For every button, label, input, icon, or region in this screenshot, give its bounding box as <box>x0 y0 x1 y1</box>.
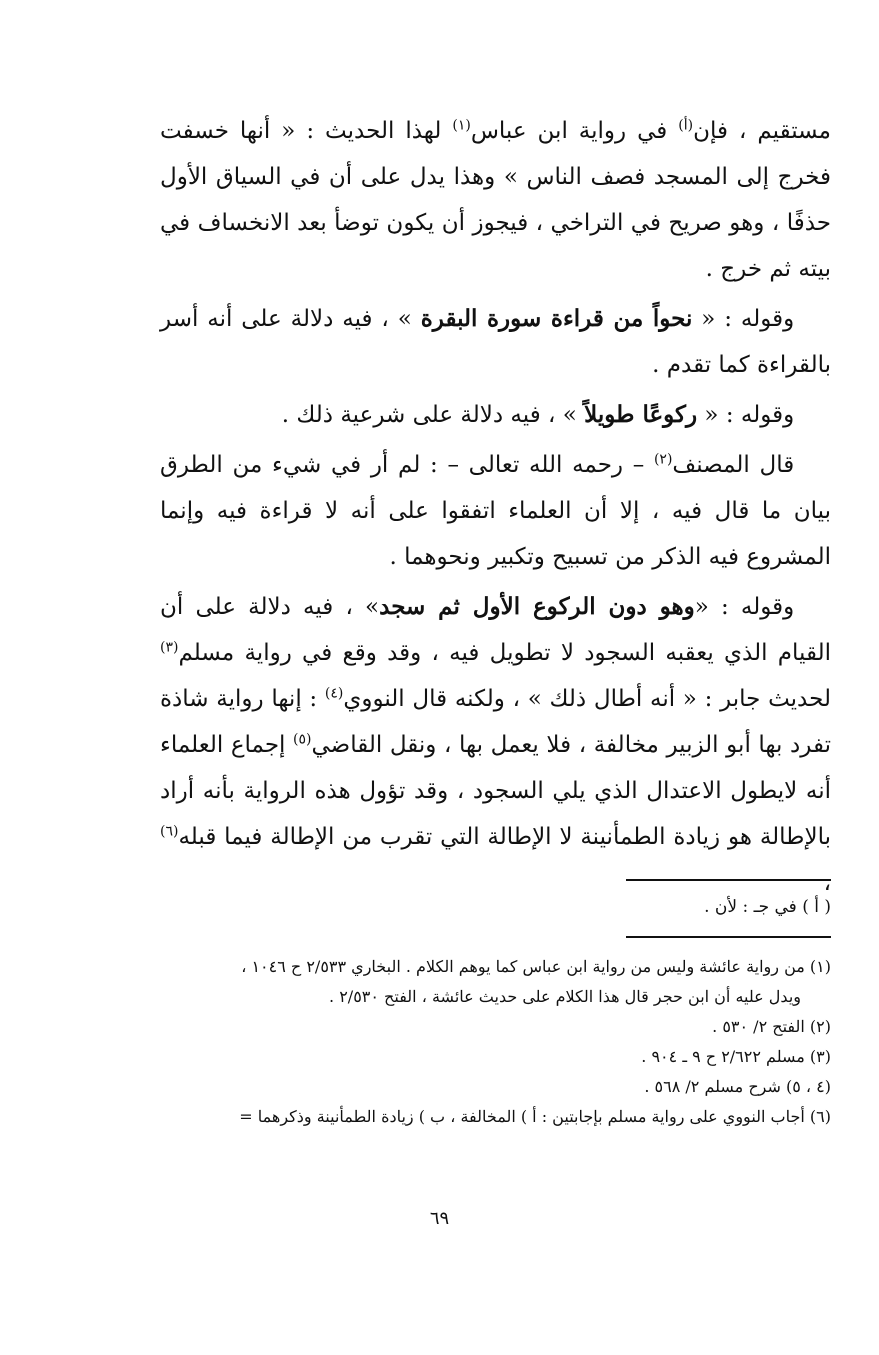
footnote-divider <box>626 879 831 881</box>
editor-note-ref: (أ) <box>678 117 694 134</box>
footnote-1: (١) من رواية عائشة وليس من رواية ابن عباس كما يوهم الكلام . البخاري ٢/٥٣٣ ح ١٠٤٦ ، <box>241 957 831 976</box>
quoted-text: ركوعًا طويلاً <box>584 401 698 428</box>
footnote-ref-1: (١) <box>452 117 471 134</box>
quoted-text: نحواً من قراءة سورة البقرة <box>420 305 693 332</box>
footnote-3: (٣) مسلم ٢/٦٢٢ ح ٩ ـ ٩٠٤ . <box>641 1047 831 1066</box>
footnote-2: (٢) الفتح ٢/ ٥٣٠ . <box>712 1017 831 1036</box>
footnote-ref-4: (٤) <box>324 685 344 702</box>
footnote-4-5: (٤ ، ٥) شرح مسلم ٢/ ٥٦٨ . <box>644 1077 831 1096</box>
footnote-ref-3: (٣) <box>160 639 179 656</box>
footnote-ref-6: (٦) <box>160 823 179 840</box>
paragraph-3: وقوله : « ركوعًا طويلاً » ، فيه دلالة على شرعية ذلك . <box>281 401 795 428</box>
editor-note: ( أ ) في جـ : لأن . <box>704 897 831 917</box>
main-text <box>160 108 831 906</box>
footnotes <box>160 952 831 1132</box>
footnote-divider <box>626 936 831 938</box>
paragraph-1: مستقيم ، فإن$^{(أ)}$ في رواية ابن عباس$^{(١)}$ لهذا الحديث : « أنها خسفت فخرج إلى المسجد فصف الناس » وهذا يدل على أن في السياق الأول حذفًا ، وهو صريح في التراخي ، فيجوز أن يكون توضأ بعد الانخساف في بيته ثم خرج . <box>160 117 831 282</box>
footnote-ref-2: (٢) <box>653 451 673 468</box>
footnote-ref-5: (٥) <box>293 731 312 748</box>
paragraph-5: وقوله : «وهو دون الركوع الأول ثم سجد» ، فيه دلالة على أن القيام الذي يعقبه السجود لا تطويل فيه ، وقد وقع في رواية مسلم$^{(٣)}$ لحديث جابر : « أنه أطال ذلك » ، ولكنه قال النووي$^{(٤)}$ : إنها رواية شاذة تفرد بها أبو الزبير مخالفة ، فلا يعمل بها ، ونقل القاضي$^{(٥)}$ إجماع العلماء أنه لايطول الاعتدال الذي يلي السجود ، وقد تؤول هذه الرواية بأنه أراد بالإطالة هو زيادة الطمأنينة لا الإطالة التي تقرب من الإطالة فيما قبله$^{(٦)}$ ، <box>160 593 831 896</box>
paragraph-2: وقوله : « نحواً من قراءة سورة البقرة » ، فيه دلالة على أنه أسر بالقراءة كما تقدم . <box>160 305 831 378</box>
page-number: ٦٩ <box>429 1208 450 1229</box>
footnote-6: (٦) أجاب النووي على رواية مسلم بإجابتين : أ ) المخالفة ، ب ) زيادة الطمأنينة وذكرهما = <box>239 1107 831 1126</box>
footnote-1-continued: ويدل عليه أن ابن حجر قال هذا الكلام على حديث عائشة ، الفتح ٢/٥٣٠ . <box>329 987 801 1006</box>
paragraph-4: قال المصنف$^{(٢)}$ – رحمه الله تعالى – : لم أر في شيء من الطرق بيان ما قال فيه ، إلا أن العلماء اتفقوا على أنه لا قراءة فيه وإنما المشروع فيه الذكر من تسبيح وتكبير ونحوهما . <box>160 451 831 570</box>
quoted-text: وهو دون الركوع الأول ثم سجد <box>379 593 695 620</box>
